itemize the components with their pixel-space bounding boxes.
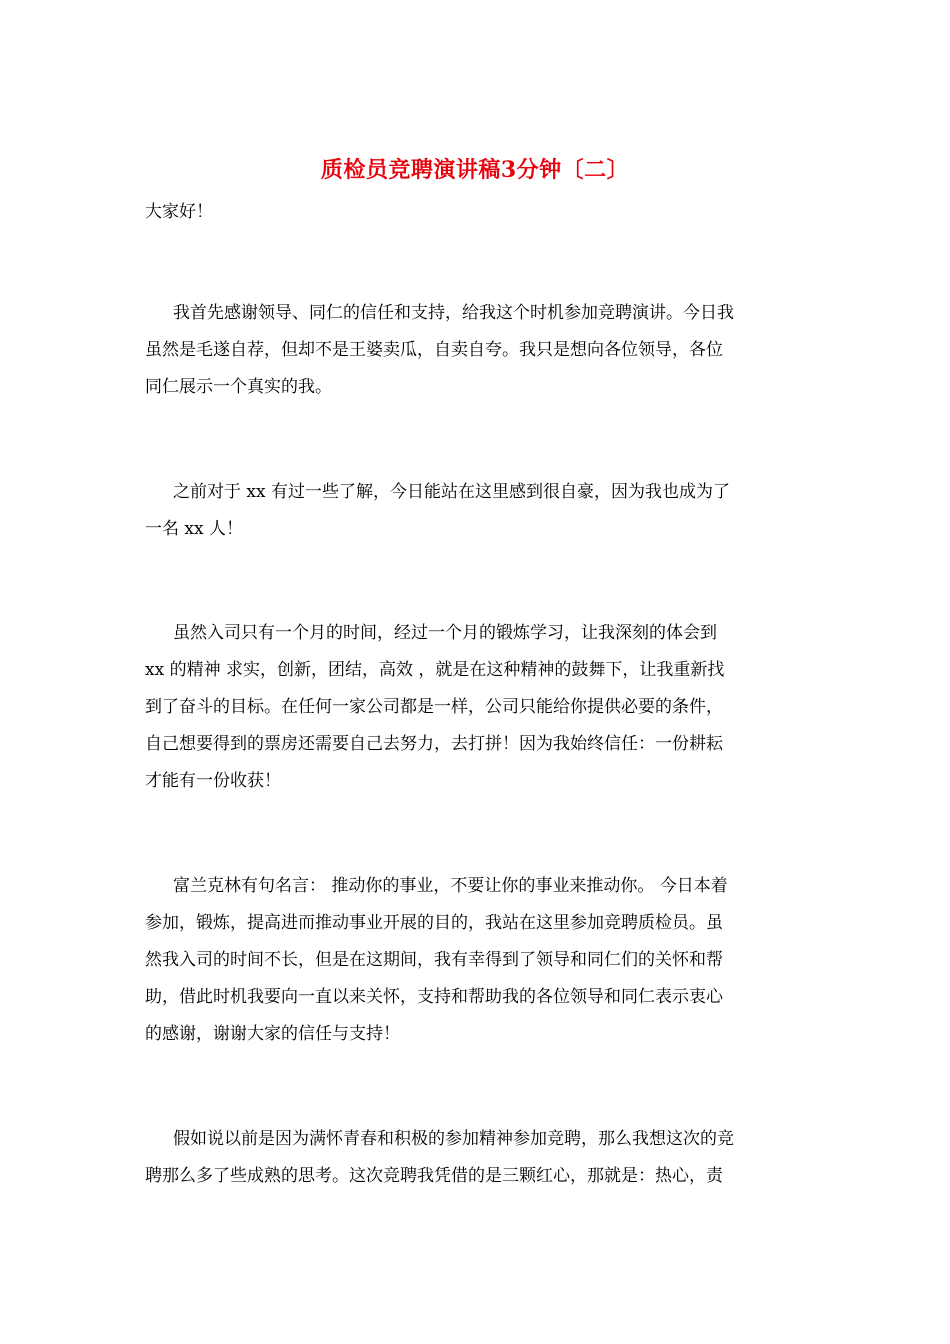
paragraph-line: 自己想要得到的票房还需要自己去努力，去打拼！因为我始终信任：一份耕耘 — [145, 734, 723, 754]
paragraph-line: xx 的精神 求实，创新，团结，高效 ，就是在这种精神的鼓舞下，让我重新找 — [145, 660, 725, 680]
paragraph-line: 假如说以前是因为满怀青春和积极的参加精神参加竞聘，那么我想这次的竞 — [173, 1129, 734, 1149]
paragraph-2 — [145, 474, 815, 548]
paragraph-3 — [145, 615, 815, 800]
paragraph-line: 助，借此时机我要向一直以来关怀，支持和帮助我的各位领导和同仁表示衷心 — [145, 987, 723, 1007]
paragraph-line: 富兰克林有句名言： 推动你的事业，不要让你的事业来推动你。 今日本着 — [173, 876, 728, 896]
paragraph-line: 然我入司的时间不长，但是在这期间，我有幸得到了领导和同仁们的关怀和帮 — [145, 950, 723, 970]
paragraph-1 — [145, 295, 815, 406]
paragraph-line: 一名 xx 人！ — [145, 519, 243, 539]
paragraph-line: 同仁展示一个真实的我。 — [145, 377, 332, 397]
paragraph-4 — [145, 868, 815, 1053]
paragraph-line: 的感谢，谢谢大家的信任与支持！ — [145, 1024, 400, 1044]
paragraph-line: 到了奋斗的目标。在任何一家公司都是一样，公司只能给你提供必要的条件， — [145, 697, 723, 717]
paragraph-line: 参加，锻炼，提高进而推动事业开展的目的，我站在这里参加竞聘质检员。虽 — [145, 913, 723, 933]
paragraph-line: 才能有一份收获！ — [145, 771, 281, 791]
paragraph-line: 我首先感谢领导、同仁的信任和支持，给我这个时机参加竞聘演讲。今日我 — [173, 303, 734, 323]
paragraph-line: 虽然是毛遂自荐，但却不是王婆卖瓜，自卖自夸。我只是想向各位领导，各位 — [145, 340, 723, 360]
greeting-text: 大家好！ — [145, 202, 213, 222]
paragraph-line: 之前对于 xx 有过一些了解，今日能站在这里感到很自豪，因为我也成为了 — [173, 482, 730, 502]
paragraph-line: 虽然入司只有一个月的时间，经过一个月的锻炼学习，让我深刻的体会到 — [173, 623, 717, 643]
paragraph-line: 聘那么多了些成熟的思考。这次竞聘我凭借的是三颗红心，那就是：热心，责 — [145, 1166, 723, 1186]
paragraph-5 — [145, 1121, 815, 1195]
document-title: 质检员竞聘演讲稿3分钟〔二〕 — [320, 157, 630, 183]
